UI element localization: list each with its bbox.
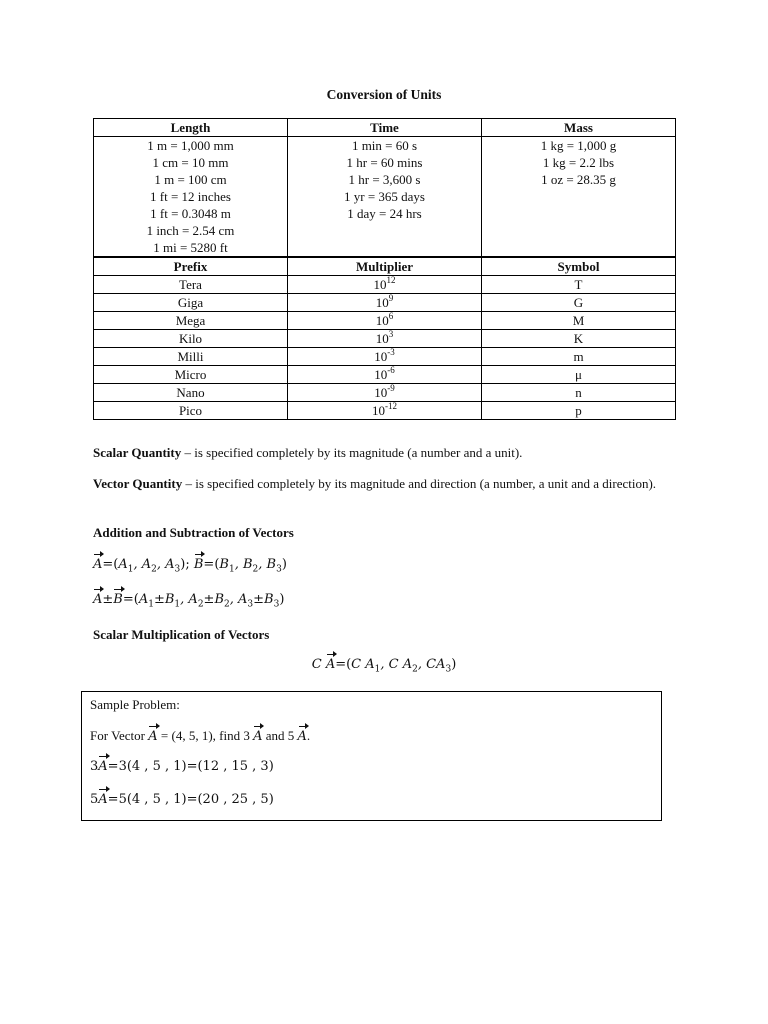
prefix-multiplier xyxy=(288,312,482,330)
multiplier-base: 10 xyxy=(372,403,385,418)
prefix-multiplier xyxy=(288,276,482,294)
prefix-row xyxy=(94,330,676,348)
multiplier-exponent: 6 xyxy=(388,310,394,321)
sample-problem-label: Sample Problem: xyxy=(90,697,180,712)
vector-text: – is specified completely by its magnitude and direction (a number, a unit and a direction). xyxy=(182,476,657,491)
vector-term: Vector Quantity xyxy=(93,476,183,491)
header-length: Length xyxy=(94,119,288,137)
prefix-symbol: μ xyxy=(482,366,676,384)
prefix-multiplier xyxy=(288,384,482,402)
multiplier-base: 10 xyxy=(374,367,388,382)
equation-rhs: =5(4 , 5 , 1)=(20 , 25 , 5) xyxy=(107,792,274,807)
prefix-name: Milli xyxy=(94,348,288,366)
prefix-row xyxy=(94,312,676,330)
prefix-name: Micro xyxy=(94,366,288,384)
length-line: 1 inch = 2.54 cm xyxy=(146,223,235,238)
scalar-multiplication-equation: C A=(C $A_1$, C $A_2$, $CA_3$) xyxy=(311,657,457,675)
time-line: 1 hr = 3,600 s xyxy=(348,172,421,187)
multiplier-base: 10 xyxy=(375,331,389,346)
header-multiplier: Multiplier xyxy=(288,257,482,276)
length-line: 1 m = 100 cm xyxy=(154,172,227,187)
prefix-symbol: p xyxy=(482,402,676,420)
length-line: 1 cm = 10 mm xyxy=(152,155,229,170)
multiplier-exponent: -6 xyxy=(387,364,395,375)
scalar-text: – is specified completely by its magnitude (a number and a unit). xyxy=(181,445,523,460)
sample-problem-box xyxy=(81,691,662,821)
prefix-row xyxy=(94,366,676,384)
addition-heading: Addition and Subtraction of Vectors xyxy=(93,525,294,540)
prefix-name: Mega xyxy=(94,312,288,330)
scalar-definition xyxy=(93,443,675,462)
vector-a-symbol: A xyxy=(297,729,307,744)
vector-definition xyxy=(93,474,675,493)
prefix-row xyxy=(94,402,676,420)
prefix-symbol: M xyxy=(482,312,676,330)
conversion-header-row xyxy=(94,119,676,137)
header-time: Time xyxy=(288,119,482,137)
conversion-body-row xyxy=(94,137,676,258)
prefix-symbol: G xyxy=(482,294,676,312)
page-title: Conversion of Units xyxy=(326,87,442,102)
multiplier-exponent: -3 xyxy=(387,346,395,357)
prefix-name: Tera xyxy=(94,276,288,294)
prefix-multiplier xyxy=(288,348,482,366)
multiplier-exponent: 3 xyxy=(388,328,394,339)
prefix-name: Pico xyxy=(94,402,288,420)
prefix-row xyxy=(94,348,676,366)
prefix-row xyxy=(94,384,676,402)
vector-addition-equation: $A\pm B=(A_1\pm B_1$, $A_2\pm B_2$, $A_3\pm B_3$) xyxy=(93,592,285,610)
vector-definition-equation: $A=(A_1$, $A_2$, $A_3$); $B=(B_1$, $B_2$, $B_3$) xyxy=(93,557,287,575)
time-line: 1 yr = 365 days xyxy=(344,189,425,204)
length-line: 1 m = 1,000 mm xyxy=(147,138,234,153)
time-line: 1 min = 60 s xyxy=(351,138,418,153)
multiplier-base: 10 xyxy=(375,313,389,328)
prompt-prefix: For Vector xyxy=(90,728,146,743)
prefix-symbol: T xyxy=(482,276,676,294)
length-line: 1 ft = 12 inches xyxy=(150,189,231,204)
prompt-end: . xyxy=(306,728,311,743)
mass-conversions xyxy=(482,137,676,258)
scalar-term: Scalar Quantity xyxy=(93,445,182,460)
prefix-multiplier xyxy=(288,294,482,312)
vector-a-symbol: A xyxy=(148,729,158,744)
prefix-symbol: m xyxy=(482,348,676,366)
prefix-name: Giga xyxy=(94,294,288,312)
multiplier-exponent: -12 xyxy=(385,400,397,411)
multiplier-base: 10 xyxy=(373,277,387,292)
length-line: 1 ft = 0.3048 m xyxy=(150,206,231,221)
mass-line: 1 kg = 2.2 lbs xyxy=(542,155,615,170)
mass-line: 1 kg = 1,000 g xyxy=(540,138,617,153)
multiplier-exponent: 12 xyxy=(386,274,396,285)
time-line: 1 hr = 60 mins xyxy=(346,155,423,170)
length-line: 1 mi = 5280 ft xyxy=(153,240,228,255)
time-conversions xyxy=(288,137,482,258)
mass-line: 1 oz = 28.35 g xyxy=(541,172,616,187)
multiplier-exponent: -9 xyxy=(387,382,395,393)
multiplier-base: 10 xyxy=(374,385,388,400)
prefix-multiplier xyxy=(288,330,482,348)
prompt-and: and 5 xyxy=(262,728,295,743)
prefix-name: Kilo xyxy=(94,330,288,348)
prefix-symbol: n xyxy=(482,384,676,402)
prefix-header-row xyxy=(94,257,676,276)
scalar-multiplication-heading: Scalar Multiplication of Vectors xyxy=(93,627,270,642)
prefix-row xyxy=(94,294,676,312)
equation-lhs: 5 xyxy=(90,792,99,807)
prefix-multiplier xyxy=(288,366,482,384)
prefix-name: Nano xyxy=(94,384,288,402)
multiplier-base: 10 xyxy=(374,349,388,364)
header-symbol: Symbol xyxy=(482,257,676,276)
header-mass: Mass xyxy=(482,119,676,137)
length-conversions xyxy=(94,137,288,258)
sample-equation-2: 5A=5(4 , 5 , 1)=(20 , 25 , 5) xyxy=(90,792,274,807)
multiplier-exponent: 9 xyxy=(388,292,394,303)
prompt-value: = (4, 5, 1), find 3 xyxy=(157,728,250,743)
multiplier-base: 10 xyxy=(375,295,389,310)
equation-lhs: 3 xyxy=(90,759,99,774)
prefix-row xyxy=(94,276,676,294)
header-prefix: Prefix xyxy=(94,257,288,276)
conversion-table xyxy=(93,118,676,420)
equation-rhs: =3(4 , 5 , 1)=(12 , 15 , 3) xyxy=(107,759,274,774)
time-line: 1 day = 24 hrs xyxy=(347,206,422,221)
sample-problem-prompt xyxy=(90,728,310,744)
vector-a-symbol: A xyxy=(253,729,263,744)
prefix-multiplier xyxy=(288,402,482,420)
prefix-symbol: K xyxy=(482,330,676,348)
sample-equation-1: 3A=3(4 , 5 , 1)=(12 , 15 , 3) xyxy=(90,759,274,774)
